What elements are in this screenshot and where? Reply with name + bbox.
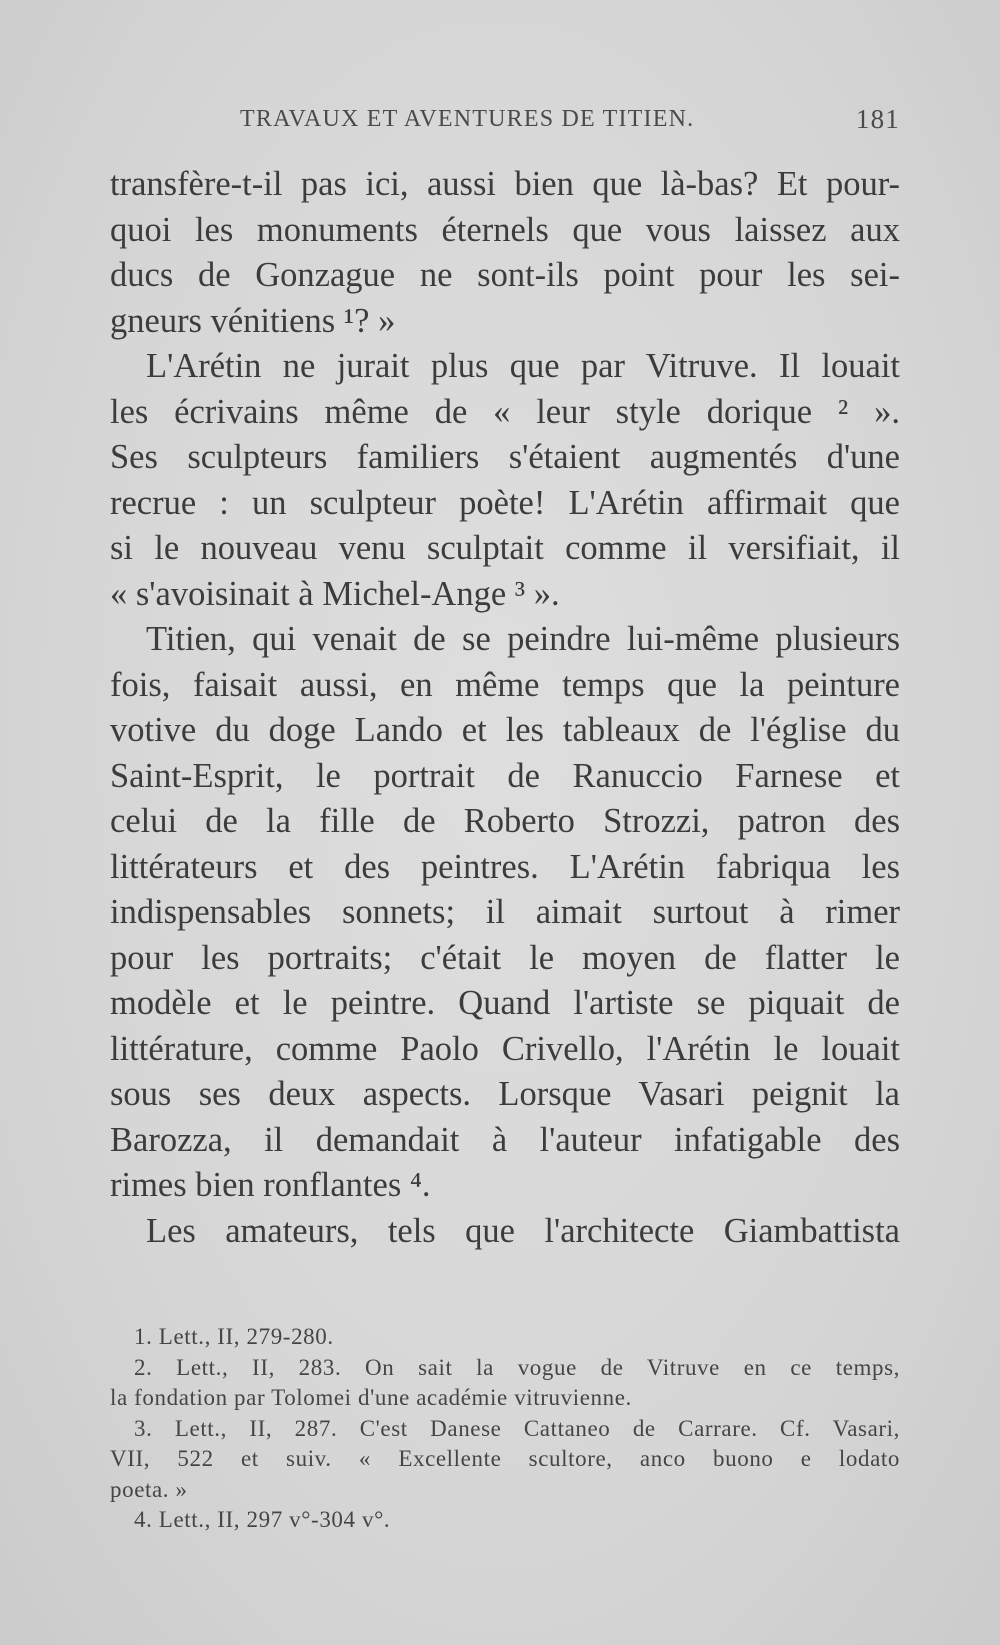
- text-line: Ses sculpteurs familiers s'étaient augmentés d'une: [110, 438, 900, 476]
- text-line: Saint-Esprit, le portrait de Ranuccio Farnese et: [110, 756, 900, 795]
- text-line: ducs de Gonzague ne sont-ils point pour les sei-: [110, 256, 900, 294]
- text-line: L'Arétin ne jurait plus que par Vitruve. Il louait: [146, 347, 900, 385]
- text-line: littérature, comme Paolo Crivello, l'Arétin le louait: [110, 1029, 900, 1068]
- footnote-line: VII, 522 et suiv. « Excellente scultore, anco buono e lodato: [110, 1446, 900, 1471]
- text-line: Titien, qui venait de se peindre lui-même plusieurs: [146, 620, 900, 658]
- footnote-line: 1. Lett., II, 279-280.: [134, 1324, 334, 1349]
- text-line: celui de la fille de Roberto Strozzi, patron des: [110, 802, 900, 840]
- text-line: transfère-t-il pas ici, aussi bien que là-bas? Et pour-: [110, 165, 900, 203]
- text-line: Barozza, il demandait à l'auteur infatigable des: [110, 1120, 900, 1159]
- text-line: Les amateurs, tels que l'architecte Giambattista: [146, 1211, 900, 1250]
- page-number: 181: [855, 104, 900, 134]
- footnotes: [110, 1322, 900, 1536]
- running-title: TRAVAUX ET AVENTURES DE TITIEN.: [240, 106, 695, 132]
- text-line: quoi les monuments éternels que vous laissez aux: [110, 210, 900, 249]
- running-head: [110, 100, 900, 140]
- text-line: fois, faisait aussi, en même temps que la peinture: [110, 665, 900, 704]
- text-line: si le nouveau venu sculptait comme il versifiait, il: [110, 529, 900, 567]
- text-line: indispensables sonnets; il aimait surtout à rimer: [110, 893, 900, 931]
- footnote-line: 3. Lett., II, 287. C'est Danese Cattaneo de Carrare. Cf. Vasari,: [134, 1415, 900, 1441]
- footnote-line: 2. Lett., II, 283. On sait la vogue de Vitruve en ce temps,: [134, 1354, 900, 1380]
- text-line: sous ses deux aspects. Lorsque Vasari peignit la: [110, 1075, 900, 1113]
- text-line: modèle et le peintre. Quand l'artiste se piquait de: [110, 984, 900, 1022]
- text-line: littérateurs et des peintres. L'Arétin fabriqua les: [110, 847, 900, 886]
- text-line: votive du doge Lando et les tableaux de l'église du: [110, 711, 900, 749]
- body-text: [110, 162, 900, 1254]
- text-line: les écrivains même de « leur style dorique ² ».: [110, 392, 900, 431]
- footnote-line: 4. Lett., II, 297 v°-304 v°.: [134, 1507, 391, 1532]
- footnote-line: poeta. »: [110, 1476, 188, 1502]
- footnote-line: la fondation par Tolomei d'une académie vitruvienne.: [110, 1385, 632, 1410]
- text-line: gneurs vénitiens ¹? »: [110, 301, 396, 340]
- text-line: rimes bien ronflantes ⁴.: [110, 1166, 431, 1204]
- text-line: recrue : un sculpteur poète! L'Arétin affirmait que: [110, 483, 900, 522]
- text-line: « s'avoisinait à Michel-Ange ³ ».: [110, 574, 560, 613]
- page: [110, 100, 900, 1536]
- text-line: pour les portraits; c'était le moyen de flatter le: [110, 938, 900, 977]
